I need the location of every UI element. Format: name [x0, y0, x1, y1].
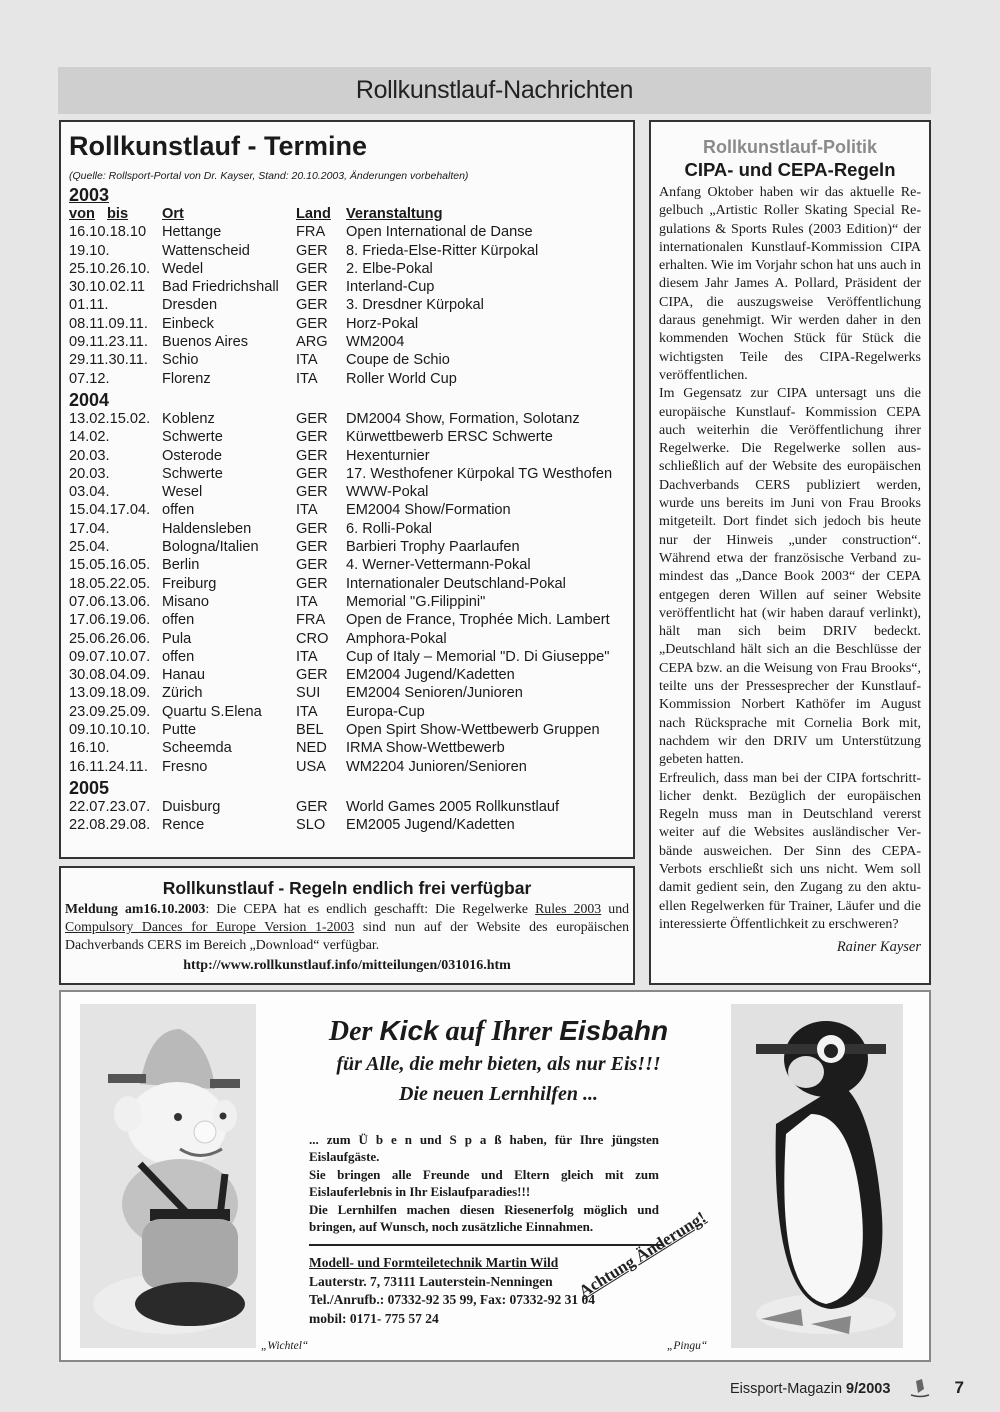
event-row: [69, 703, 633, 721]
regeln-url[interactable]: http://www.rollkunstlauf.info/mitteilungen/031016.htm: [183, 958, 511, 973]
firm-phone: Tel./Anrufb.: 07332-92 35 99, Fax: 07332-92 31 04: [309, 1292, 595, 1307]
event-date: 18.05.22.05.: [69, 575, 151, 592]
event-country: CRO: [296, 630, 329, 647]
event-location: Fresno: [162, 758, 208, 775]
event-row: [69, 315, 633, 333]
event-date: 23.09.25.09.: [69, 703, 151, 720]
pingu-figure-image: [731, 1004, 903, 1348]
event-row: [69, 630, 633, 648]
event-name: 4. Werner-Vettermann-Pokal: [346, 557, 531, 574]
event-location: Schwerte: [162, 429, 223, 446]
ad-paragraph: ... zum Ü b e n und S p a ß haben, für Ihre jüngsten Eislaufgäste.: [309, 1132, 659, 1165]
event-name: IRMA Show-Wettbewerb: [346, 740, 505, 757]
politik-paragraph: Erfreulich, dass man bei der CIPA fortschrittlicher denkt. Bezüglich der europäischen Regeln muss man in Deutschland vererst weiter auf die Websites ausländischer Verbände ausweichen. Der Sinn des CEPA-Verbots erschließt sich uns nicht. Wem soll damit gedient sein, den Zugang zu den aktuellen Regelwerken für Trainer, Läufer und die interessierte Öffentlichkeit zu erschweren?: [659, 770, 921, 932]
event-name: WM2204 Junioren/Senioren: [346, 758, 527, 775]
event-name: Europa-Cup: [346, 703, 425, 720]
event-row: [69, 501, 633, 519]
event-name: Barbieri Trophy Paarlaufen: [346, 539, 520, 556]
event-date: 13.02.15.02.: [69, 410, 151, 427]
event-location: Berlin: [162, 557, 200, 574]
event-name: WWW-Pokal: [346, 484, 429, 501]
event-date: 25.10.26.10.: [69, 260, 151, 277]
event-country: FRA: [296, 224, 326, 241]
event-name: Open International de Danse: [346, 224, 533, 241]
event-name: WM2004: [346, 334, 405, 351]
event-location: offen: [162, 648, 195, 665]
event-name: EM2004 Show/Formation: [346, 502, 511, 519]
event-location: Putte: [162, 722, 197, 739]
event-country: SUI: [296, 685, 321, 702]
event-row: [69, 447, 633, 465]
page-number: 7: [954, 1378, 964, 1397]
event-country: GER: [296, 429, 328, 446]
headline-eisbahn: Eisbahn: [559, 1015, 669, 1046]
pingu-caption: „Pingu“: [667, 1340, 708, 1352]
event-row: [69, 758, 633, 776]
regeln-text-2: und: [601, 901, 629, 916]
event-row: [69, 575, 633, 593]
col-ort: Ort: [162, 206, 184, 222]
event-row: [69, 370, 633, 388]
event-country: GER: [296, 667, 328, 684]
event-row: [69, 410, 633, 428]
event-location: Florenz: [162, 370, 211, 387]
politik-box: [649, 120, 931, 985]
headline-text: auf Ihrer: [438, 1016, 560, 1047]
event-row: [69, 242, 633, 260]
event-country: GER: [296, 315, 328, 332]
event-row: [69, 483, 633, 501]
col-veranstaltung: Veranstaltung: [346, 206, 443, 222]
event-location: Koblenz: [162, 410, 215, 427]
regeln-text: [65, 900, 629, 954]
page-footer: [730, 1378, 964, 1399]
event-date: 03.04.: [69, 484, 110, 501]
event-location: Hettange: [162, 224, 222, 241]
event-location: Schio: [162, 352, 199, 369]
event-date: 07.12.: [69, 370, 110, 387]
event-country: ARG: [296, 334, 328, 351]
event-country: GER: [296, 297, 328, 314]
event-country: SLO: [296, 817, 326, 834]
event-country: GER: [296, 242, 328, 259]
event-location: Schwerte: [162, 465, 223, 482]
event-date: 16.11.24.11.: [69, 758, 148, 775]
event-name: DM2004 Show, Formation, Solotanz: [346, 410, 580, 427]
section-title: Rollkunstlauf-Nachrichten: [355, 76, 634, 104]
event-date: 01.11.: [69, 297, 109, 314]
event-location: Rence: [162, 817, 205, 834]
event-date: 07.06.13.06.: [69, 593, 151, 610]
wichtel-caption: „Wichtel“: [261, 1340, 309, 1352]
event-row: [69, 428, 633, 446]
event-date: 16.10.: [69, 740, 110, 757]
event-name: World Games 2005 Rollkunstlauf: [346, 798, 560, 815]
event-country: ITA: [296, 352, 318, 369]
event-country: GER: [296, 557, 328, 574]
firm-address: Lauterstr. 7, 73111 Lauterstein-Nenningen: [309, 1273, 553, 1289]
event-date: 17.06.19.06.: [69, 612, 151, 629]
termine-table: [69, 185, 633, 835]
event-country: GER: [296, 520, 328, 537]
event-row: [69, 556, 633, 574]
headline-kick: Kick: [379, 1015, 439, 1046]
event-date: 09.10.10.10.: [69, 722, 151, 739]
event-date: 20.03.: [69, 465, 110, 482]
event-name: EM2005 Jugend/Kadetten: [346, 817, 515, 834]
col-bis: bis: [107, 206, 129, 222]
event-row: [69, 816, 633, 834]
table-header: [69, 205, 633, 223]
regeln-box: [59, 866, 635, 985]
event-row: [69, 223, 633, 241]
politik-paragraph: Im Gegensatz zur CIPA untersagt uns die europäische Kunstlauf- Kommission CEPA auch weiterhin die Veröffentlichung ihrer Regelwerke. Die Regelwerke sollen ausschließlich auf der Website des europäischen Dachverbands CERS publiziert werden, wurde uns bereits im Juni von Frau Brooks mitgeteilt. Dort findet sich jedoch bis heute nur der Hinweis „under construction“. Während etwa der französische Verband zumindest das „Dance Book 2003“ der CEPA entgegen deren Willen auf seiner Website veröffentlicht hat (wir haben darauf verlinkt), hält man sich beim DRIV bedeckt. „Deutschland hält sich an die Beschlüsse der CEPA bzw. an die Weisung von Frau Brooks“, teilte uns der Pressesprecher der Kunstlauf-Kommission Norbert Kathöfer im August nach Rücksprache mit Cornelia Bork mit, nachdem wir den DRIV um Unterstützung gebeten hatten.: [659, 386, 921, 768]
event-country: GER: [296, 539, 328, 556]
penguin-figure-icon: [731, 1004, 903, 1348]
event-country: GER: [296, 575, 328, 592]
event-name: Open de France, Trophée Mich. Lambert: [346, 612, 610, 629]
advertisement: [59, 990, 931, 1362]
event-date: 09.11.23.11.: [69, 334, 148, 351]
event-row: [69, 296, 633, 314]
event-list-2004: [69, 410, 633, 776]
event-location: Osterode: [162, 447, 223, 464]
event-date: 14.02.: [69, 429, 110, 446]
event-row: [69, 260, 633, 278]
event-date: 22.08.29.08.: [69, 817, 151, 834]
event-name: 3. Dresdner Kürpokal: [346, 297, 484, 314]
event-location: Wesel: [162, 484, 203, 501]
ad-divider: [309, 1244, 664, 1246]
event-date: 30.10.02.11: [69, 279, 146, 296]
event-name: 6. Rolli-Pokal: [346, 520, 432, 537]
change-notice-stamp: Achtung Änderung!: [575, 1207, 710, 1302]
event-name: EM2004 Jugend/Kadetten: [346, 667, 515, 684]
event-date: 09.07.10.07.: [69, 648, 151, 665]
politik-title: CIPA- und CEPA-Regeln: [684, 159, 896, 180]
event-name: EM2004 Senioren/Junioren: [346, 685, 523, 702]
section-banner: [58, 67, 931, 114]
event-name: Coupe de Schio: [346, 352, 450, 369]
event-date: 20.03.: [69, 447, 110, 464]
event-name: Interland-Cup: [346, 279, 435, 296]
event-location: Bad Friedrichshall: [162, 279, 279, 296]
event-country: GER: [296, 260, 328, 277]
politik-kicker: Rollkunstlauf-Politik: [702, 137, 877, 157]
event-name: 2. Elbe-Pokal: [346, 260, 433, 277]
event-list-2005: [69, 798, 633, 835]
year-heading: 2003: [69, 185, 110, 205]
event-country: USA: [296, 758, 327, 775]
event-list-2003: [69, 223, 633, 388]
rules-2003-link[interactable]: Rules 2003: [535, 901, 602, 916]
event-location: Hanau: [162, 667, 206, 684]
event-location: Duisburg: [162, 798, 221, 815]
event-row: [69, 648, 633, 666]
event-row: [69, 465, 633, 483]
event-row: [69, 739, 633, 757]
event-name: Amphora-Pokal: [346, 630, 447, 647]
event-country: GER: [296, 798, 328, 815]
ad-paragraph: Die Lernhilfen machen diesen Riesenerfolg möglich und bringen, auf Wunsch, noch zusätzliche Einnahmen.: [309, 1201, 659, 1235]
politik-body: [659, 184, 921, 934]
event-name: Hexenturnier: [346, 447, 430, 464]
event-row: [69, 593, 633, 611]
event-country: ITA: [296, 502, 318, 519]
issue-number: 9/2003: [846, 1381, 891, 1397]
event-location: Quartu S.Elena: [162, 703, 262, 720]
event-date: 15.05.16.05.: [69, 557, 151, 574]
event-row: [69, 333, 633, 351]
year-heading: 2004: [69, 389, 110, 410]
col-von: von: [69, 206, 95, 222]
event-country: BEL: [296, 722, 324, 739]
event-date: 30.08.04.09.: [69, 667, 151, 684]
termine-box: [59, 120, 635, 859]
ad-headline: [271, 1014, 726, 1109]
regeln-text-3: sind nun auf der Website des europäischen Dachverbands CERS im Bereich „Download“ verfügbar.: [65, 919, 629, 952]
event-location: Wattenscheid: [162, 242, 250, 259]
headline-text: Der: [328, 1016, 380, 1047]
event-row: [69, 721, 633, 739]
event-row: [69, 538, 633, 556]
event-location: Dresden: [162, 297, 218, 314]
event-location: Einbeck: [162, 315, 214, 332]
event-country: ITA: [296, 648, 318, 665]
event-date: 13.09.18.09.: [69, 685, 151, 702]
event-name: Horz-Pokal: [346, 315, 419, 332]
event-name: 8. Frieda-Else-Ritter Kürpokal: [346, 242, 539, 259]
event-country: GER: [296, 484, 328, 501]
politik-paragraph: Anfang Oktober haben wir das aktuelle Regelbuch „Artistic Roller Skating Special Regulations & Sports Rules (2003 Edition)“ der internationalen Kunstlauf-Kommission CIPA erhalten. Wie im Vorjahr schon hat uns auch in diesem Jahr James A. Pollard, Präsident der CIPA, die auszugsweise Veröffentlichung daraus genehmigt. Wir werden daher in den kommenden Wochen Stück für Stück die wichtigsten Teile des CIPA-Regelwerks veröffentlichen.: [659, 185, 921, 383]
skate-logo-icon: [908, 1379, 932, 1399]
event-name: Open Spirt Show-Wettbewerb Gruppen: [346, 722, 600, 739]
event-name: Internationaler Deutschland-Pokal: [346, 575, 566, 592]
regeln-text-1: : Die CEPA hat es endlich geschafft: Die Regelwerke: [205, 901, 536, 916]
event-name: Kürwettbewerb ERSC Schwerte: [346, 429, 553, 446]
event-location: Buenos Aires: [162, 334, 248, 351]
event-date: 19.10.: [69, 242, 110, 259]
event-date: 25.06.26.06.: [69, 630, 151, 647]
event-row: [69, 351, 633, 369]
compulsory-dances-link[interactable]: Compulsory Dances for Europe Version 1-2003: [65, 919, 355, 934]
event-date: 25.04.: [69, 539, 110, 556]
event-country: ITA: [296, 370, 318, 387]
event-row: [69, 666, 633, 684]
event-row: [69, 684, 633, 702]
event-location: offen: [162, 502, 195, 519]
event-date: 16.10.18.10: [69, 224, 147, 241]
year-heading: 2005: [69, 777, 110, 798]
event-location: Haldensleben: [162, 520, 252, 537]
regeln-lead: Meldung am16.10.2003: [65, 901, 206, 916]
regeln-title: Rollkunstlauf - Regeln endlich frei verfügbar: [162, 878, 532, 898]
gnome-figure-icon: [80, 1004, 256, 1348]
col-land: Land: [296, 206, 331, 222]
event-country: GER: [296, 447, 328, 464]
event-date: 22.07.23.07.: [69, 798, 151, 815]
firm-mobile: mobil: 0171- 775 57 24: [309, 1310, 439, 1326]
firm-name: Modell- und Formteiletechnik Martin Wild: [309, 1255, 559, 1270]
event-date: 29.11.30.11.: [69, 352, 148, 369]
politik-author: Rainer Kayser: [836, 939, 921, 956]
event-country: ITA: [296, 593, 318, 610]
event-name: Roller World Cup: [346, 370, 457, 387]
event-name: 17. Westhofener Kürpokal TG Westhofen: [346, 465, 613, 482]
ad-subline-2: Die neuen Lernhilfen ...: [399, 1083, 598, 1105]
event-country: ITA: [296, 703, 318, 720]
event-country: GER: [296, 410, 328, 427]
ad-subline-1: für Alle, die mehr bieten, als nur Eis!!!: [336, 1053, 661, 1075]
termine-title: Rollkunstlauf - Termine: [69, 131, 368, 161]
event-row: [69, 520, 633, 538]
event-location: Misano: [162, 593, 210, 610]
event-country: FRA: [296, 612, 326, 629]
event-row: [69, 611, 633, 629]
event-date: 08.11.09.11.: [69, 315, 148, 332]
wichtel-figure-image: [80, 1004, 256, 1348]
event-row: [69, 278, 633, 296]
termine-source: (Quelle: Rollsport-Portal von Dr. Kayser, Stand: 20.10.2003, Änderungen vorbehalten): [69, 170, 469, 182]
event-location: Zürich: [162, 685, 203, 702]
event-country: GER: [296, 279, 328, 296]
event-country: NED: [296, 740, 327, 757]
event-location: Bologna/Italien: [162, 539, 259, 556]
event-country: GER: [296, 465, 328, 482]
event-date: 15.04.17.04.: [69, 502, 151, 519]
event-location: Pula: [162, 630, 192, 647]
ad-paragraph: Sie bringen alle Freunde und Eltern gleich mit zum Eislauferlebnis in Ihr Eislaufparadies!!!: [309, 1166, 659, 1200]
event-name: Memorial "G.Filippini": [346, 593, 486, 610]
event-location: Wedel: [162, 260, 204, 277]
event-location: Scheemda: [162, 740, 232, 757]
event-location: offen: [162, 612, 195, 629]
event-date: 17.04.: [69, 520, 110, 537]
ad-body: [309, 1131, 659, 1235]
event-name: Cup of Italy – Memorial "D. Di Giuseppe": [346, 648, 610, 665]
event-row: [69, 798, 633, 816]
event-location: Freiburg: [162, 575, 217, 592]
magazine-name: Eissport-Magazin: [730, 1381, 843, 1397]
